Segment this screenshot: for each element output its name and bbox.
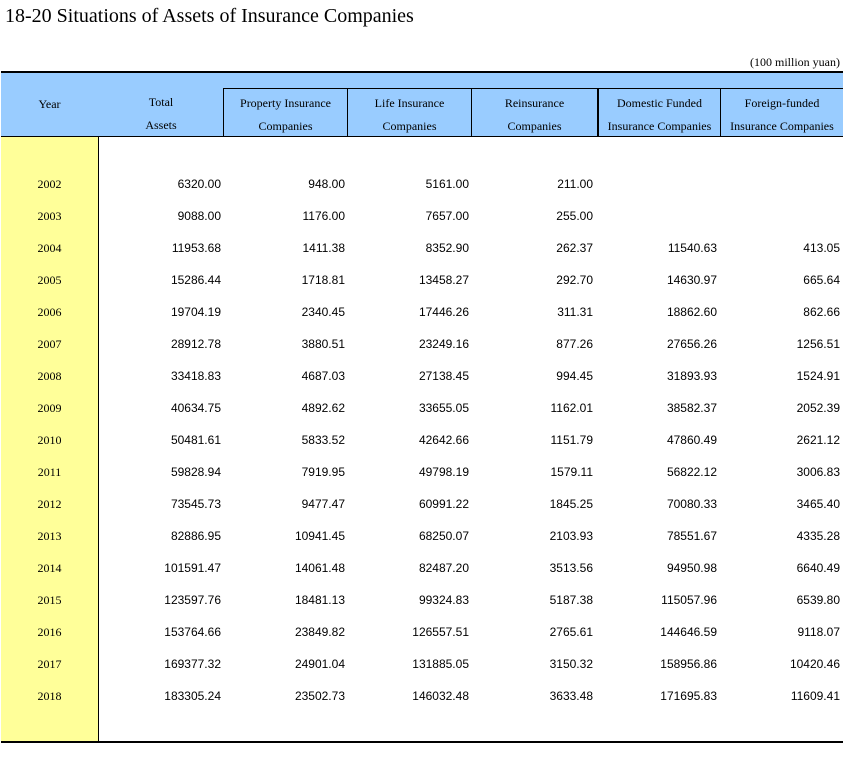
cell-reinsurance: 3513.56 xyxy=(549,561,593,575)
cell-total-assets: 15286.44 xyxy=(170,273,221,287)
header-total-line1: Total xyxy=(148,95,174,109)
header-total-line2: Assets xyxy=(145,118,177,132)
header-year-label: Year xyxy=(38,97,61,111)
header-life-line2: Companies xyxy=(382,119,437,133)
cell-foreign: 862.66 xyxy=(803,305,840,319)
cell-life: 82487.20 xyxy=(418,561,469,575)
header-life-line1: Life Insurance xyxy=(374,96,445,110)
cell-year: 2010 xyxy=(37,433,62,447)
cell-property: 2340.45 xyxy=(301,305,345,319)
cell-total-assets: 11953.68 xyxy=(171,241,221,255)
cell-property: 4687.03 xyxy=(301,369,345,383)
cell-total-assets: 40634.75 xyxy=(170,401,221,415)
cell-reinsurance: 994.45 xyxy=(556,369,593,383)
cell-reinsurance: 1151.79 xyxy=(550,433,593,447)
cell-property: 23849.82 xyxy=(294,625,345,639)
table-row xyxy=(1,616,843,648)
cell-total-assets: 183305.24 xyxy=(164,689,221,703)
header-property-insurance xyxy=(223,73,347,136)
cell-reinsurance: 1162.01 xyxy=(550,401,593,415)
cell-total-assets: 28912.78 xyxy=(170,337,221,351)
header-reinsurance-line1: Reinsurance xyxy=(504,96,565,110)
header-domestic-line1: Domestic Funded xyxy=(617,96,702,110)
cell-life: 60991.22 xyxy=(418,497,469,511)
cell-property: 23502.73 xyxy=(294,689,345,703)
cell-foreign: 6640.49 xyxy=(796,561,840,575)
cell-total-assets: 153764.66 xyxy=(164,625,221,639)
cell-foreign: 1256.51 xyxy=(796,337,840,351)
unit-note: (100 million yuan) xyxy=(750,55,840,69)
cell-life: 42642.66 xyxy=(418,433,469,447)
cell-foreign: 6539.80 xyxy=(796,593,840,607)
cell-property: 4892.62 xyxy=(301,401,345,415)
cell-foreign: 665.64 xyxy=(803,273,840,287)
cell-foreign: 4335.28 xyxy=(796,529,840,543)
header-total-assets xyxy=(99,73,223,136)
table-row xyxy=(1,680,843,712)
cell-property: 9477.47 xyxy=(301,497,345,511)
header-life-insurance xyxy=(347,73,471,136)
cell-domestic xyxy=(597,200,717,232)
cell-property: 1718.81 xyxy=(301,273,345,287)
cell-reinsurance: 877.26 xyxy=(556,337,593,351)
cell-property: 18481.13 xyxy=(294,593,345,607)
cell-total-assets: 59828.94 xyxy=(170,465,221,479)
table-row xyxy=(1,392,843,424)
header-year xyxy=(1,73,98,136)
table-row xyxy=(1,456,843,488)
cell-domestic: 78551.67 xyxy=(666,529,717,543)
cell-reinsurance: 311.31 xyxy=(557,305,593,319)
cell-life: 5161.00 xyxy=(425,177,469,191)
cell-domestic: 115057.96 xyxy=(661,593,717,607)
cell-total-assets: 82886.95 xyxy=(170,529,221,543)
header-foreign-line1: Foreign-funded xyxy=(744,96,820,110)
cell-foreign: 1524.91 xyxy=(796,369,840,383)
cell-foreign xyxy=(720,200,840,232)
cell-total-assets: 101591.47 xyxy=(164,561,221,575)
cell-year: 2012 xyxy=(37,497,62,511)
cell-domestic: 70080.33 xyxy=(666,497,717,511)
cell-year: 2011 xyxy=(37,465,62,479)
cell-life: 131885.05 xyxy=(412,657,469,671)
cell-reinsurance: 211.00 xyxy=(557,177,593,191)
cell-domestic: 18862.60 xyxy=(666,305,717,319)
cell-domestic: 47860.49 xyxy=(666,433,717,447)
cell-property: 24901.04 xyxy=(294,657,345,671)
cell-reinsurance: 2765.61 xyxy=(549,625,593,639)
cell-reinsurance: 262.37 xyxy=(556,241,593,255)
cell-life: 8352.90 xyxy=(425,241,469,255)
table-row xyxy=(1,168,843,200)
cell-property: 5833.52 xyxy=(301,433,345,447)
table-row xyxy=(1,584,843,616)
cell-property: 7919.95 xyxy=(301,465,345,479)
header-domestic-funded xyxy=(597,73,720,136)
header-foreign-funded xyxy=(720,73,843,136)
cell-property: 10941.45 xyxy=(294,529,345,543)
cell-year: 2007 xyxy=(37,337,62,351)
cell-total-assets: 19704.19 xyxy=(170,305,221,319)
cell-year: 2014 xyxy=(37,561,62,575)
cell-domestic xyxy=(597,168,717,200)
cell-reinsurance: 2103.93 xyxy=(549,529,593,543)
cell-foreign: 2621.12 xyxy=(796,433,840,447)
cell-foreign xyxy=(720,168,840,200)
cell-foreign: 3465.40 xyxy=(796,497,840,511)
cell-total-assets: 6320.00 xyxy=(177,177,221,191)
cell-life: 17446.26 xyxy=(418,305,469,319)
cell-domestic: 144646.59 xyxy=(660,625,717,639)
cell-domestic: 31893.93 xyxy=(666,369,717,383)
header-reinsurance-line2: Companies xyxy=(507,119,562,133)
cell-foreign: 10420.46 xyxy=(789,657,840,671)
page-title: 18-20 Situations of Assets of Insurance Companies xyxy=(5,5,414,27)
cell-reinsurance: 5187.38 xyxy=(549,593,593,607)
cell-life: 23249.16 xyxy=(418,337,469,351)
cell-domestic: 11540.63 xyxy=(667,241,717,255)
cell-year: 2017 xyxy=(37,657,62,671)
table-row xyxy=(1,296,843,328)
cell-reinsurance: 1579.11 xyxy=(550,465,593,479)
cell-property: 948.00 xyxy=(308,177,345,191)
cell-life: 13458.27 xyxy=(418,273,469,287)
cell-year: 2008 xyxy=(37,369,62,383)
cell-life: 146032.48 xyxy=(412,689,469,703)
cell-year: 2006 xyxy=(37,305,62,319)
cell-domestic: 38582.37 xyxy=(666,401,717,415)
cell-life: 49798.19 xyxy=(418,465,469,479)
header-domestic-line2: Insurance Companies xyxy=(607,119,712,133)
cell-year: 2002 xyxy=(37,177,62,191)
cell-year: 2013 xyxy=(37,529,62,543)
cell-domestic: 94950.98 xyxy=(666,561,717,575)
assets-table xyxy=(1,71,843,743)
table-row xyxy=(1,520,843,552)
cell-total-assets: 73545.73 xyxy=(170,497,221,511)
cell-reinsurance: 292.70 xyxy=(556,273,593,287)
header-foreign-line2: Insurance Companies xyxy=(730,119,834,133)
table-row xyxy=(1,552,843,584)
cell-life: 33655.05 xyxy=(418,401,469,415)
table-row xyxy=(1,360,843,392)
cell-foreign: 11609.41 xyxy=(790,689,840,703)
cell-total-assets: 123597.76 xyxy=(164,593,221,607)
cell-life: 99324.83 xyxy=(418,593,469,607)
table-header xyxy=(1,73,843,137)
cell-foreign: 9118.07 xyxy=(797,625,840,639)
cell-year: 2016 xyxy=(37,625,62,639)
cell-total-assets: 169377.32 xyxy=(164,657,221,671)
cell-reinsurance: 3150.32 xyxy=(549,657,593,671)
cell-domestic: 171695.83 xyxy=(660,689,717,703)
cell-life: 27138.45 xyxy=(418,369,469,383)
table-row xyxy=(1,200,843,232)
table-row xyxy=(1,424,843,456)
cell-year: 2005 xyxy=(37,273,62,287)
cell-property: 1411.38 xyxy=(302,241,345,255)
cell-total-assets: 33418.83 xyxy=(170,369,221,383)
table-row xyxy=(1,488,843,520)
cell-total-assets: 9088.00 xyxy=(177,209,221,223)
cell-life: 7657.00 xyxy=(425,209,469,223)
cell-reinsurance: 3633.48 xyxy=(549,689,593,703)
cell-property: 3880.51 xyxy=(301,337,345,351)
cell-property: 14061.48 xyxy=(294,561,345,575)
table-row xyxy=(1,328,843,360)
cell-year: 2015 xyxy=(37,593,62,607)
cell-total-assets: 50481.61 xyxy=(170,433,221,447)
cell-year: 2003 xyxy=(37,209,62,223)
cell-reinsurance: 255.00 xyxy=(556,209,593,223)
cell-year: 2004 xyxy=(37,241,62,255)
cell-year: 2018 xyxy=(37,689,62,703)
table-row xyxy=(1,264,843,296)
cell-domestic: 56822.12 xyxy=(666,465,717,479)
cell-reinsurance: 1845.25 xyxy=(549,497,593,511)
cell-domestic: 14630.97 xyxy=(666,273,717,287)
cell-foreign: 2052.39 xyxy=(796,401,840,415)
cell-foreign: 3006.83 xyxy=(796,465,840,479)
cell-life: 126557.51 xyxy=(412,625,469,639)
table-row xyxy=(1,648,843,680)
header-reinsurance xyxy=(471,73,597,136)
header-property-line2: Companies xyxy=(258,119,313,133)
cell-foreign: 413.05 xyxy=(803,241,840,255)
cell-life: 68250.07 xyxy=(418,529,469,543)
cell-domestic: 158956.86 xyxy=(660,657,717,671)
cell-year: 2009 xyxy=(37,401,62,415)
header-property-line1: Property Insurance xyxy=(240,96,331,110)
cell-domestic: 27656.26 xyxy=(666,337,717,351)
table-row xyxy=(1,232,843,264)
cell-property: 1176.00 xyxy=(302,209,345,223)
